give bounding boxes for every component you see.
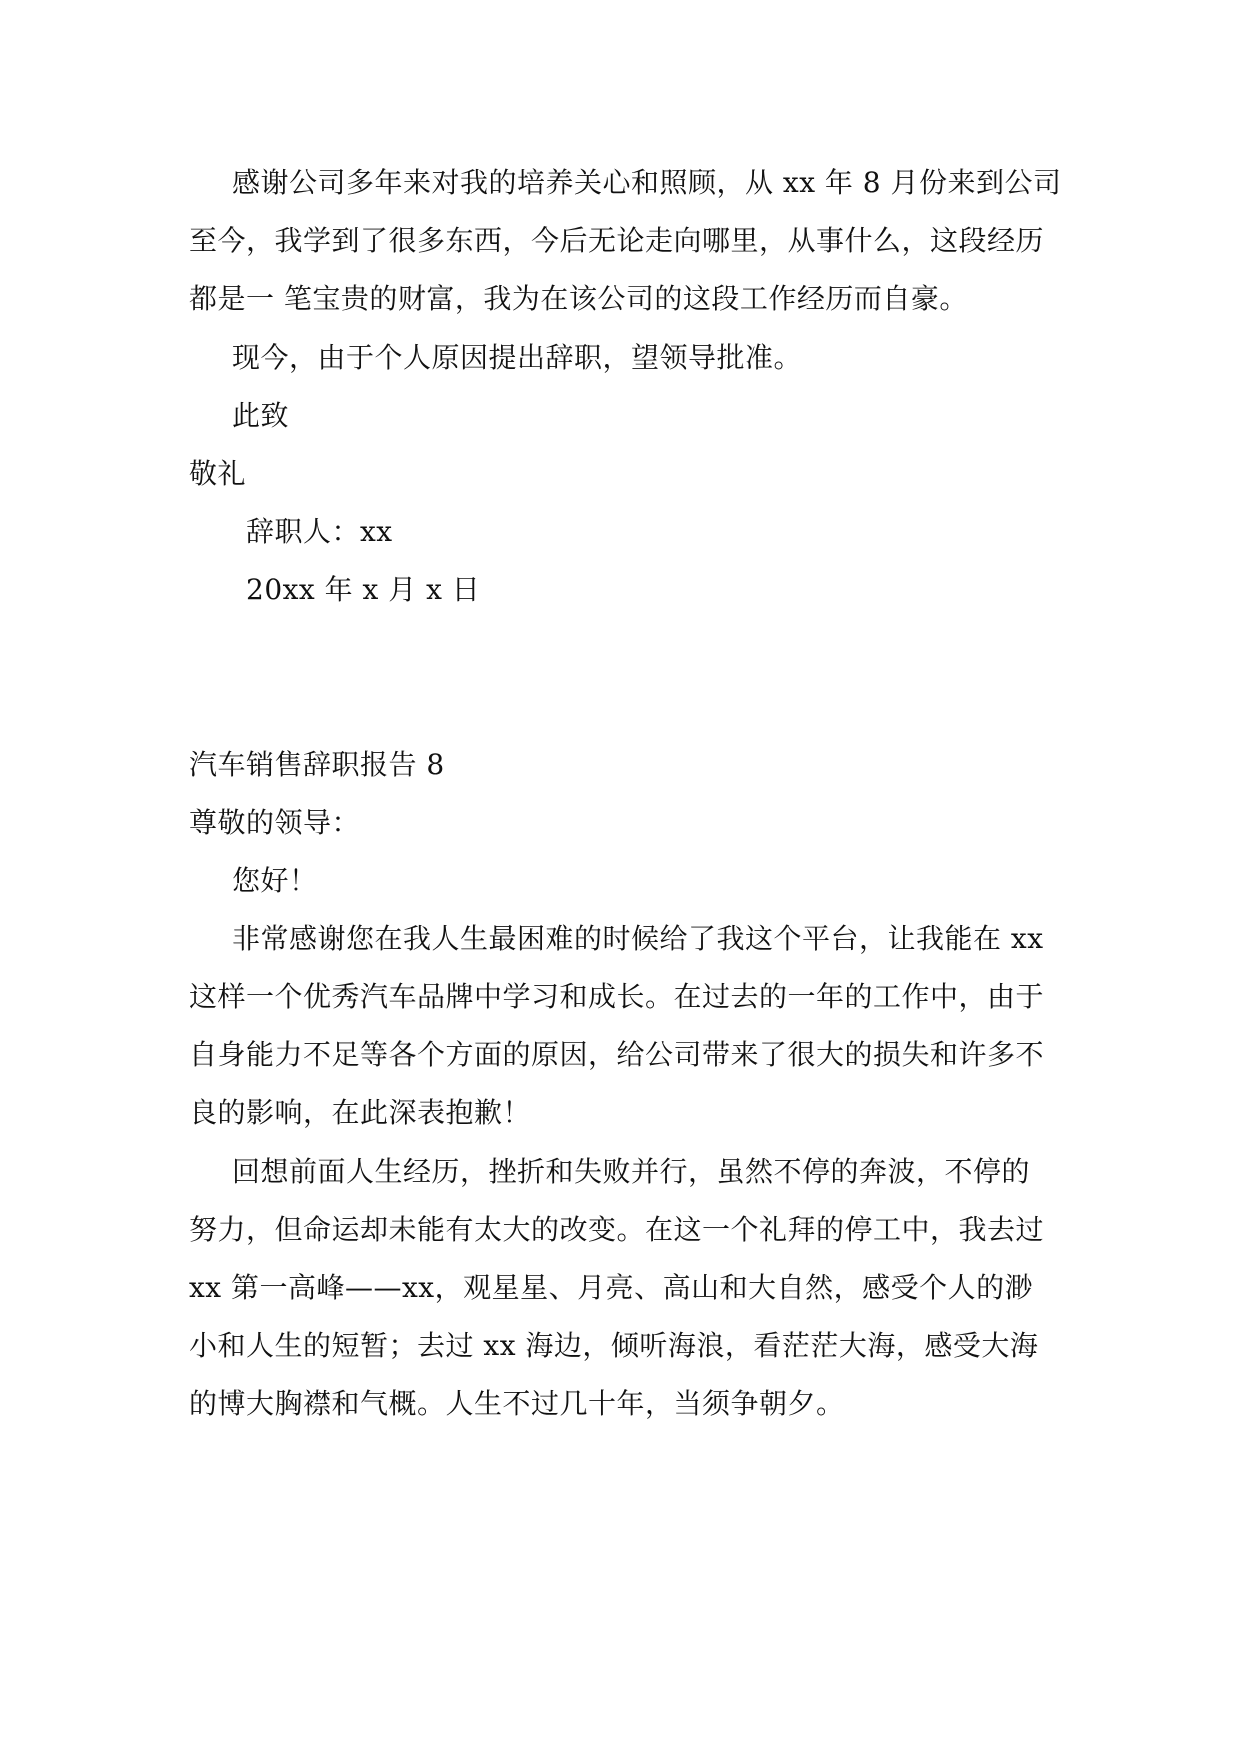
paragraph-line: 这样一个优秀汽车品牌中学习和成长。在过去的一年的工作中，由于 [189,980,1045,1013]
paragraph-line: 自身能力不足等各个方面的原因，给公司带来了很大的损失和许多不 [189,1038,1045,1071]
paragraph-line: xx 第一高峰——xx，观星星、月亮、高山和大自然，感受个人的渺 [189,1271,1034,1304]
salutation: 尊敬的领导： [189,806,361,839]
closing-text: 此致 [232,399,290,432]
signature-line: 辞职人：xx [246,515,393,548]
paragraph-line: 小和人生的短暂；去过 xx 海边，倾听海浪，看茫茫大海，感受大海 [189,1329,1039,1362]
paragraph-line: 良的影响，在此深表抱歉！ [189,1096,532,1129]
paragraph-line: 感谢公司多年来对我的培养关心和照顾，从 xx 年 8 月份来到公司 [232,166,1062,199]
closing-text: 敬礼 [189,457,247,490]
report-title: 汽车销售辞职报告 8 [189,748,445,781]
paragraph-line: 回想前面人生经历，挫折和失败并行，虽然不停的奔波，不停的 [232,1155,1031,1188]
paragraph-line: 的博大胸襟和气概。人生不过几十年，当须争朝夕。 [189,1387,845,1420]
greeting: 您好！ [232,864,318,897]
paragraph-line: 非常感谢您在我人生最困难的时候给了我这个平台，让我能在 xx [232,922,1044,955]
paragraph-line: 现今，由于个人原因提出辞职，望领导批准。 [232,341,803,374]
paragraph-line: 至今，我学到了很多东西，今后无论走向哪里，从事什么，这段经历 [189,224,1045,257]
paragraph-line: 努力，但命运却未能有太大的改变。在这一个礼拜的停工中，我去过 [189,1213,1045,1246]
paragraph-line: 都是一 笔宝贵的财富，我为在该公司的这段工作经历而自豪。 [189,282,968,315]
date-line: 20xx 年 x 月 x 日 [246,573,481,606]
